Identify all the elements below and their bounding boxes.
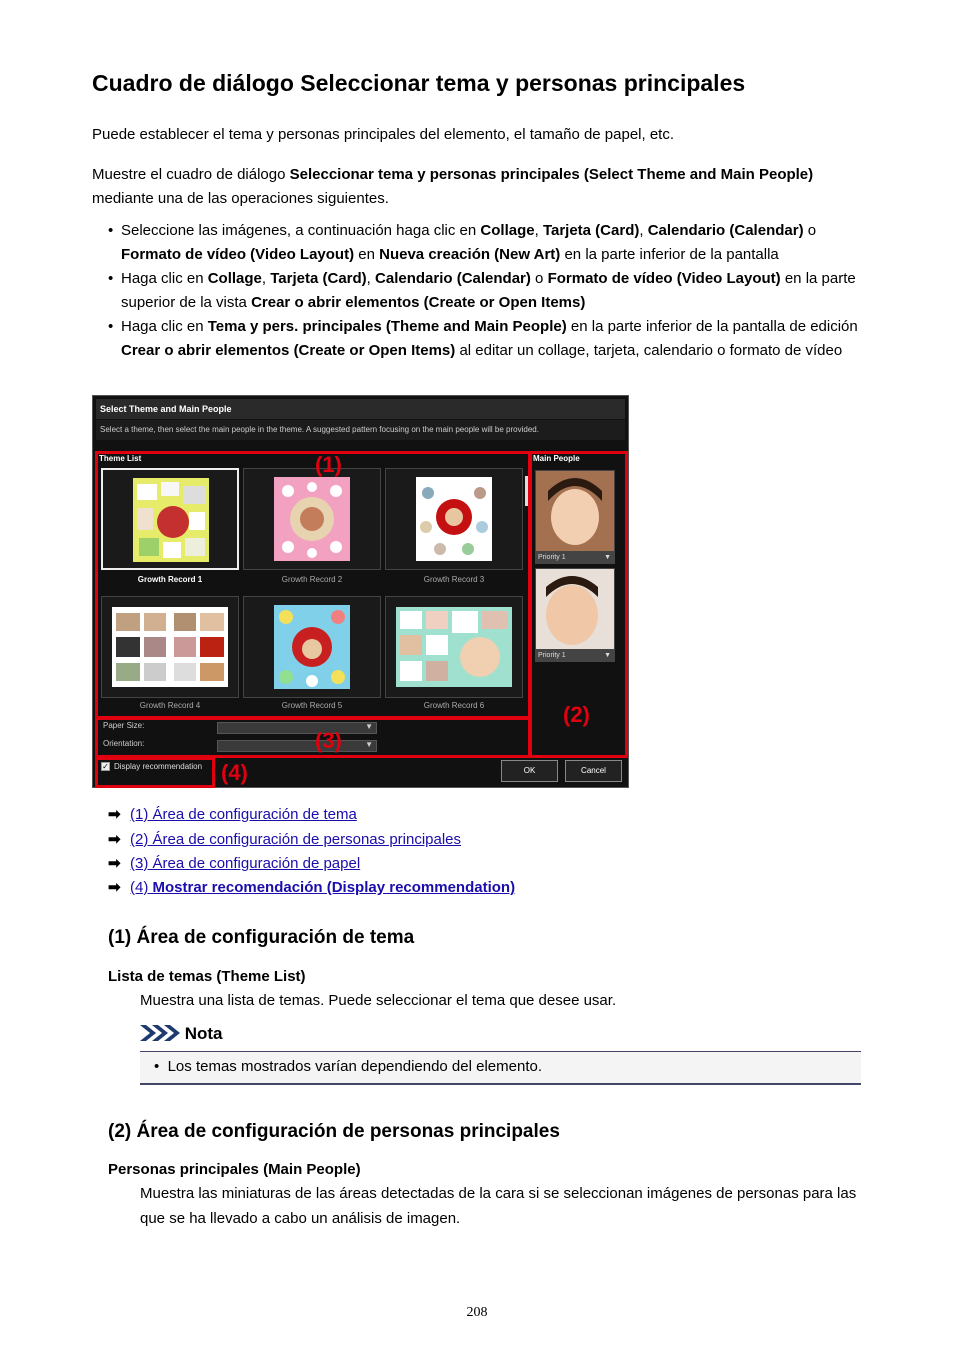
link-theme-area-text[interactable]: (1) Área de configuración de tema — [130, 806, 357, 823]
chevron-down-icon: ▼ — [365, 740, 373, 749]
text: Haga clic en — [121, 270, 208, 287]
chevron-down-icon: ▼ — [604, 554, 611, 561]
text: o — [530, 270, 548, 287]
link-display-recommendation-text[interactable]: (4) Mostrar recomendación (Display recommendation) — [130, 879, 516, 896]
callout-box-3 — [95, 717, 531, 758]
bold-text: Formato de vídeo (Video Layout) — [547, 270, 781, 287]
chevron-down-icon: ▼ — [365, 722, 373, 731]
text: , — [639, 222, 648, 239]
bold-text: Crear o abrir elementos (Create or Open Items) — [121, 342, 456, 359]
text: al editar un collage, tarjeta, calendario o formato de vídeo — [455, 342, 843, 359]
bold-text: Crear o abrir elementos (Create or Open Items) — [251, 294, 586, 311]
dialog-screenshot — [92, 395, 629, 788]
callout-label-4: (4) — [221, 760, 248, 785]
main-people-label: Main People — [533, 454, 580, 463]
theme-caption-6: Growth Record 6 — [423, 701, 485, 710]
bold-text: Tarjeta (Card) — [542, 222, 640, 239]
text: Seleccione las imágenes, a continuación haga clic en — [121, 222, 481, 239]
bold-text: Collage — [207, 270, 262, 287]
note-box: • Los temas mostrados varían dependiendo del elemento. — [140, 1051, 861, 1085]
callout-box-1 — [95, 451, 531, 719]
arrow-right-icon: ➡ — [108, 831, 121, 848]
arrow-right-icon: ➡ — [108, 806, 121, 823]
text: , — [261, 270, 271, 287]
note-chevrons-icon — [140, 1025, 180, 1041]
display-recommendation-label: Display recommendation — [114, 762, 203, 771]
link-people-area-text[interactable]: (2) Área de configuración de personas principales — [130, 831, 462, 848]
text: en — [354, 246, 380, 263]
theme-list-definition: Muestra una lista de temas. Puede seleccionar el tema que desee usar. — [140, 992, 617, 1009]
callout-box-4 — [95, 757, 215, 788]
text: en la parte inferior de la pantalla — [560, 246, 779, 263]
list-item: • Seleccione las imágenes, a continuación haga clic en Collage, Tarjeta (Card), Calendario (Calendar) o Formato de vídeo (Video Layout) en Nueva creación (New Art) en la parte inferior de la pantalla — [108, 222, 817, 263]
bold-text: Tema y pers. principales (Theme and Main People) — [207, 318, 567, 335]
section-2-heading: (2) Área de configuración de personas principales — [108, 1121, 560, 1142]
arrow-right-icon: ➡ — [108, 879, 121, 896]
text: o — [803, 222, 817, 239]
paper-size-label: Paper Size: — [103, 721, 145, 730]
theme-caption-2: Growth Record 2 — [281, 575, 343, 584]
link-paper-area-text[interactable]: (3) Área de configuración de papel — [130, 855, 361, 872]
cancel-button[interactable]: Cancel — [565, 760, 622, 782]
dialog-subtitle: Select a theme, then select the main people in the theme. A suggested pattern focusing on the main people will be provided. — [96, 420, 625, 440]
arrow-right-icon: ➡ — [108, 855, 121, 872]
display-recommendation-checkbox[interactable]: ✓ — [102, 762, 109, 771]
theme-caption-5: Growth Record 5 — [281, 701, 343, 710]
note-heading: Nota — [140, 1024, 223, 1044]
priority-dropdown-1[interactable]: Priority 1 ▼ — [535, 552, 615, 564]
callout-label-3: (3) — [315, 728, 342, 753]
main-people-definition: Muestra las miniaturas de las áreas detectadas de la cara si se seleccionan imágenes de personas para las que se ha llevado a cabo un análisis de imagen. — [140, 1185, 857, 1227]
priority-dropdown-2[interactable]: Priority 1 ▼ — [535, 650, 615, 662]
list-item: • Haga clic en Tema y pers. principales (Theme and Main People) en la parte inferior de la pantalla de edición Crear o abrir elementos (Create or Open Items) al editar un collage, tarjeta, calendario o formato de vídeo — [108, 318, 858, 359]
dialog-header: Select Theme and Main People — [96, 399, 625, 419]
link-paper-area[interactable] — [108, 852, 360, 876]
page-title: Cuadro de diálogo Seleccionar tema y personas principales — [92, 70, 746, 96]
instructions-text: Muestre el cuadro de diálogo Seleccionar tema y personas principales (Select Theme and Main People) mediante una de las operaciones siguientes. — [92, 166, 814, 207]
text: en la parte inferior de la pantalla de edición — [566, 318, 858, 335]
link-people-area[interactable] — [108, 828, 461, 852]
bold-text: Tarjeta (Card) — [270, 270, 367, 287]
bold-text: Formato de vídeo (Video Layout) — [121, 246, 355, 263]
text: Haga clic en — [121, 318, 208, 335]
bold-text: Calendario (Calendar) — [647, 222, 804, 239]
theme-list-label: Theme List — [99, 454, 142, 463]
link-display-recommendation[interactable] — [108, 876, 515, 900]
main-people-term: Personas principales (Main People) — [108, 1161, 361, 1178]
text: , — [366, 270, 376, 287]
text: , — [534, 222, 543, 239]
callout-label-2: (2) — [563, 702, 590, 727]
bold-text: Collage — [480, 222, 535, 239]
section-1-heading: (1) Área de configuración de tema — [108, 927, 415, 948]
bold-text: Calendario (Calendar) — [375, 270, 531, 287]
theme-caption-1: Growth Record 1 — [137, 575, 203, 584]
theme-caption-4: Growth Record 4 — [139, 701, 201, 710]
page-number: 208 — [466, 1305, 488, 1320]
orientation-label: Orientation: — [103, 739, 145, 748]
text: en la parte superior de la vista — [121, 270, 856, 311]
list-item: • Haga clic en Collage, Tarjeta (Card), Calendario (Calendar) o Formato de vídeo (Video Layout) en la parte superior de la vista Crear o abrir elementos (Create or Open Items) — [108, 270, 856, 311]
operations-list — [92, 219, 872, 363]
bold-text: Nueva creación (New Art) — [379, 246, 561, 263]
intro-text: Puede establecer el tema y personas principales del elemento, el tamaño de papel, etc. — [92, 126, 675, 143]
ok-button[interactable]: OK — [501, 760, 558, 782]
link-theme-area[interactable] — [108, 803, 357, 827]
callout-label-1: (1) — [315, 452, 342, 477]
theme-list-term: Lista de temas (Theme List) — [108, 968, 306, 985]
chevron-down-icon: ▼ — [604, 652, 611, 659]
theme-caption-3: Growth Record 3 — [423, 575, 485, 584]
note-item: Los temas mostrados varían dependiendo del elemento. — [167, 1058, 542, 1075]
